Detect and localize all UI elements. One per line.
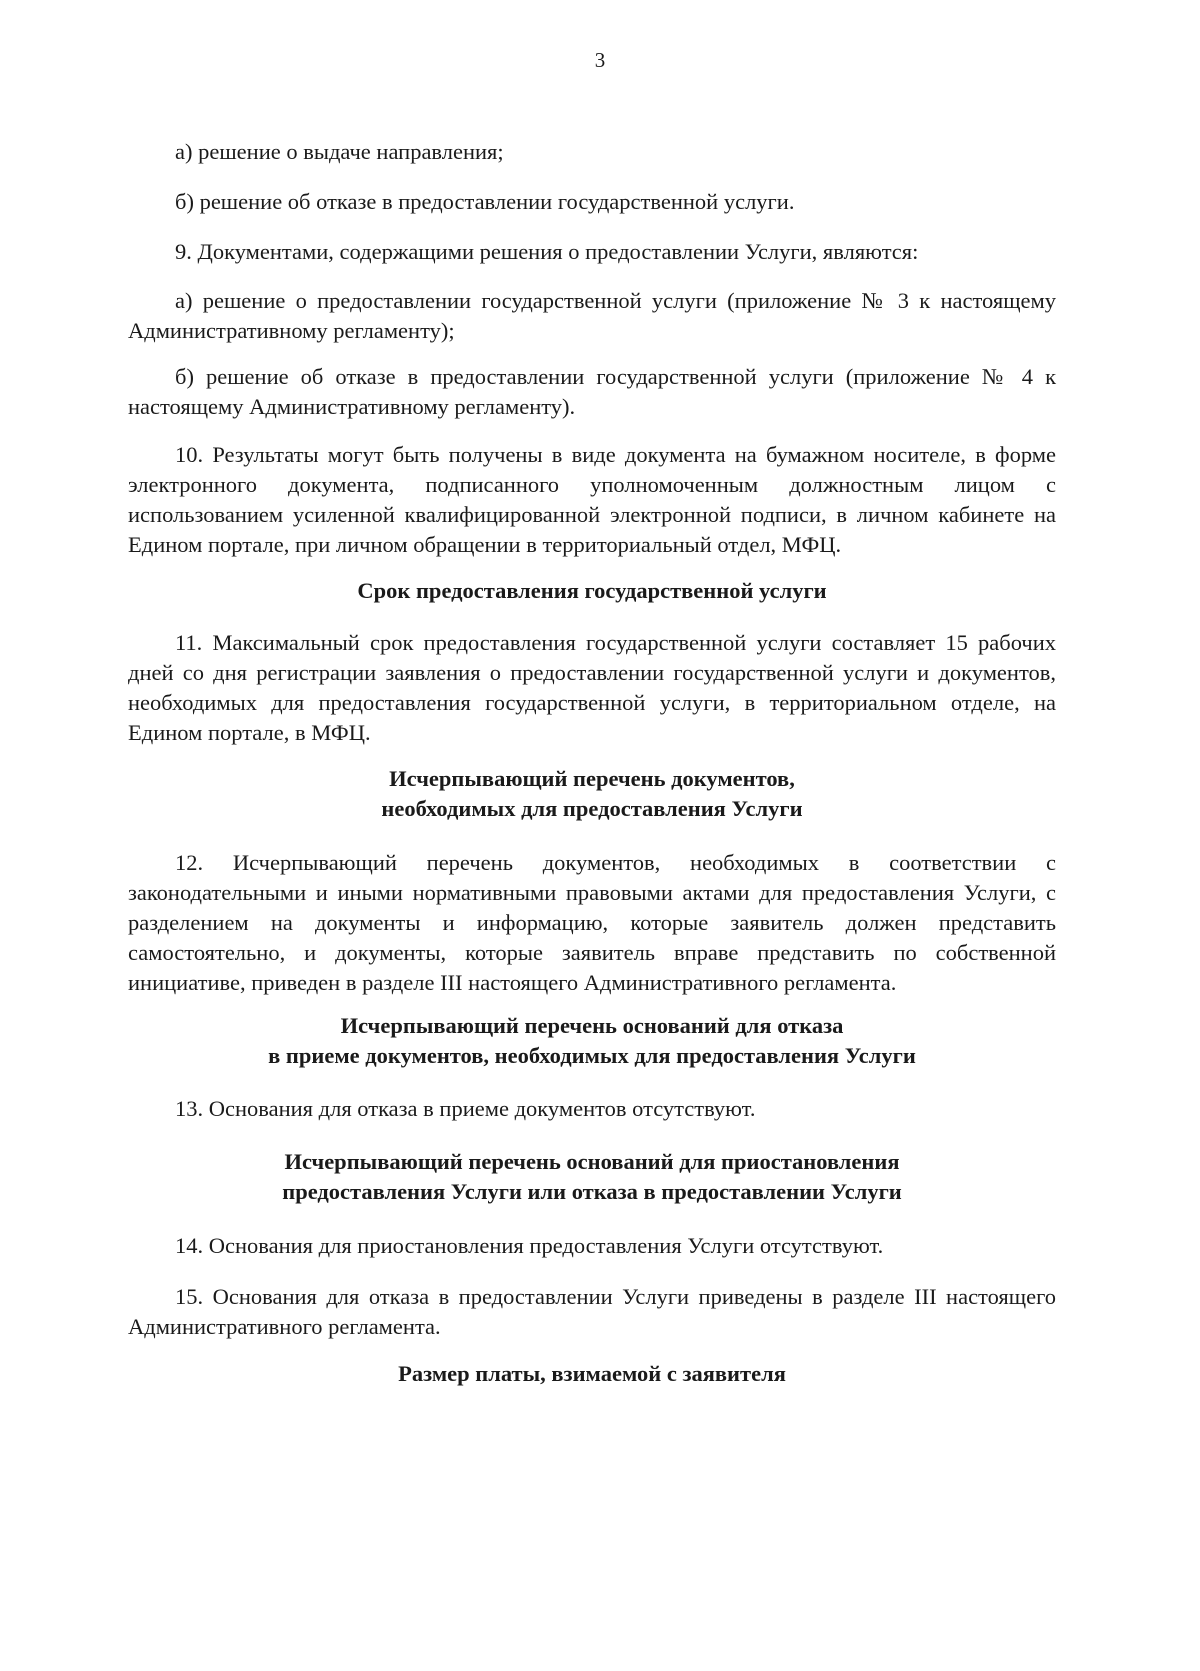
paragraph-9a: а) решение о предоставлении государственной услуги (приложение № 3 к настоящему Административному регламенту); bbox=[128, 288, 1056, 343]
paragraph-15: 15. Основания для отказа в предоставлении Услуги приведены в разделе III настоящего Административного регламента. bbox=[128, 1284, 1056, 1339]
heading-term: Срок предоставления государственной услуги bbox=[357, 578, 827, 603]
paragraph-12: 12. Исчерпывающий перечень документов, необходимых в соответствии с законодательными и иными нормативными правовыми актами для предоставления Услуги, с разделением на документы и информацию, которые заявитель должен представить самостоятельно, и документы, которые заявитель вправе представить по собственной инициативе, приведен в разделе III настоящего Административного регламента. bbox=[128, 850, 1056, 995]
paragraph-8b: б) решение об отказе в предоставлении государственной услуги. bbox=[175, 189, 795, 214]
heading-suspension-grounds-line-2: предоставления Услуги или отказа в предоставлении Услуги bbox=[282, 1179, 902, 1204]
heading-documents-list bbox=[128, 764, 1056, 824]
heading-suspension-grounds bbox=[128, 1147, 1056, 1207]
page-number: 3 bbox=[594, 48, 606, 72]
paragraph-14: 14. Основания для приостановления предоставления Услуги отсутствуют. bbox=[175, 1233, 884, 1258]
paragraph-8a: а) решение о выдаче направления; bbox=[175, 139, 504, 164]
paragraph-13: 13. Основания для отказа в приеме документов отсутствуют. bbox=[175, 1096, 756, 1121]
heading-refusal-grounds-line-1: Исчерпывающий перечень оснований для отказа bbox=[340, 1013, 844, 1038]
heading-suspension-grounds-line-1: Исчерпывающий перечень оснований для приостановления bbox=[284, 1149, 900, 1174]
heading-documents-list-line-2: необходимых для предоставления Услуги bbox=[381, 796, 803, 821]
paragraph-10: 10. Результаты могут быть получены в виде документа на бумажном носителе, в форме электронного документа, подписанного уполномоченным должностным лицом с использованием усиленной квалифицированной электронной подписи, в личном кабинете на Едином портале, при личном обращении в территориальный отдел, МФЦ. bbox=[128, 442, 1056, 557]
heading-refusal-grounds bbox=[128, 1011, 1056, 1071]
heading-documents-list-line-1: Исчерпывающий перечень документов, bbox=[389, 766, 795, 791]
paragraph-9b: б) решение об отказе в предоставлении государственной услуги (приложение № 4 к настоящему Административному регламенту). bbox=[128, 364, 1056, 419]
heading-refusal-grounds-line-2: в приеме документов, необходимых для предоставления Услуги bbox=[268, 1043, 916, 1068]
heading-fee: Размер платы, взимаемой с заявителя bbox=[398, 1361, 786, 1386]
paragraph-11: 11. Максимальный срок предоставления государственной услуги составляет 15 рабочих дней со дня регистрации заявления о предоставлении государственной услуги и документов, необходимых для предоставления государственной услуги, в территориальном отделе, на Едином портале, в МФЦ. bbox=[128, 630, 1056, 745]
paragraph-9: 9. Документами, содержащими решения о предоставлении Услуги, являются: bbox=[175, 239, 919, 264]
